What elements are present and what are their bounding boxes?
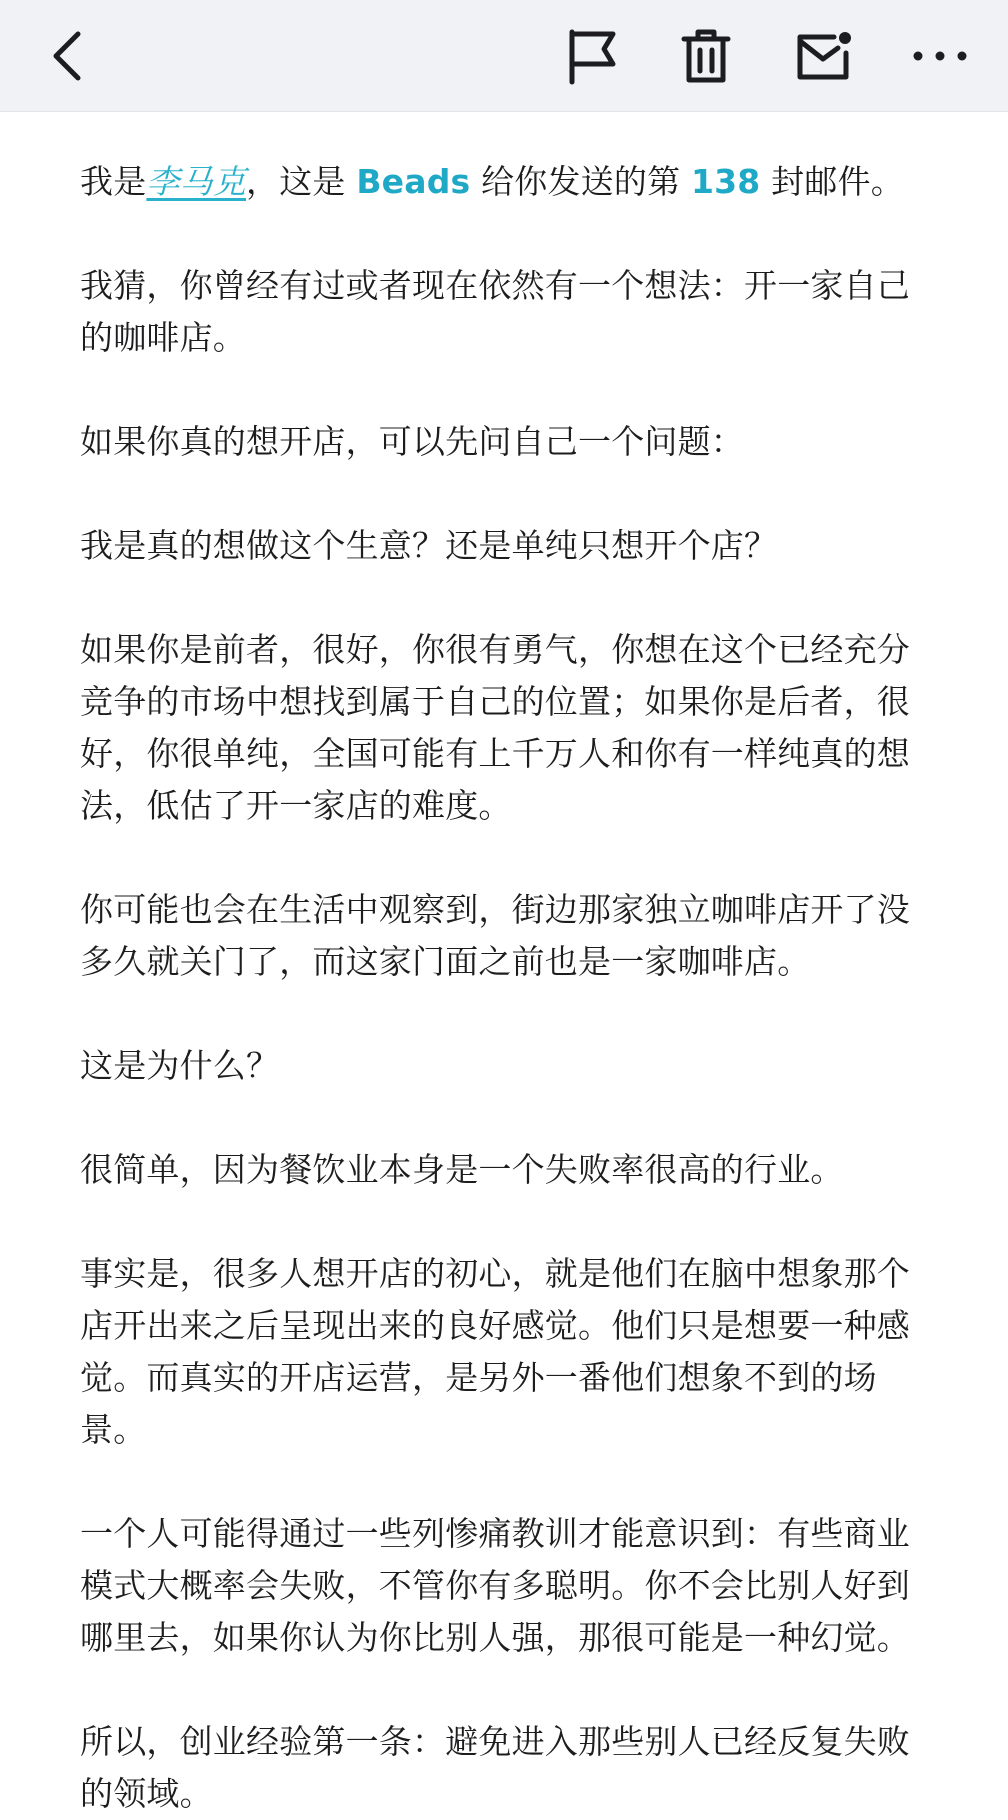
intro-middle2: 给你发送的第 bbox=[470, 162, 691, 201]
paragraph: 我是真的想做这个生意？还是单纯只想开个店？ bbox=[80, 526, 778, 565]
intro-suffix: 封邮件。 bbox=[760, 162, 904, 201]
flag-icon bbox=[563, 26, 619, 86]
paragraph: 我猜，你曾经有过或者现在依然有一个想法：开一家自己的咖啡店。 bbox=[80, 266, 910, 357]
paragraph: 一个人可能得通过一些列惨痛教训才能意识到：有些商业模式大概率会失败，不管你有多聪明。你不会比别人好到哪里去，如果你认为你比别人强，那很可能是一种幻觉。 bbox=[80, 1514, 910, 1657]
paragraph: 你可能也会在生活中观察到，街边那家独立咖啡店开了没多久就关门了，而这家门面之前也是一家咖啡店。 bbox=[80, 890, 910, 981]
flag-button[interactable] bbox=[553, 18, 629, 94]
top-toolbar bbox=[0, 0, 1008, 112]
paragraph: 这是为什么？ bbox=[80, 1046, 280, 1085]
mark-unread-button[interactable] bbox=[786, 18, 862, 94]
intro-paragraph bbox=[80, 156, 912, 208]
paragraph: 所以，创业经验第一条：避免进入那些别人已经反复失败的领域。 bbox=[80, 1722, 910, 1813]
email-count: 138 bbox=[690, 162, 761, 201]
paragraph: 如果你是前者，很好，你很有勇气，你想在这个已经充分竞争的市场中想找到属于自己的位置；如果你是后者，很好，你很单纯，全国可能有上千万人和你有一样纯真的想法，低估了开一家店的难度。 bbox=[80, 630, 910, 825]
chevron-left-icon bbox=[48, 26, 88, 86]
paragraph: 如果你真的想开店，可以先问自己一个问题： bbox=[80, 422, 744, 461]
brand-name: Beads bbox=[356, 162, 471, 201]
delete-button[interactable] bbox=[668, 18, 744, 94]
back-button[interactable] bbox=[30, 18, 106, 94]
intro-middle: ，这是 bbox=[246, 162, 357, 201]
more-button[interactable] bbox=[902, 18, 978, 94]
email-body[interactable] bbox=[0, 112, 1008, 1813]
trash-icon bbox=[680, 27, 732, 85]
paragraph: 很简单，因为餐饮业本身是一个失败率很高的行业。 bbox=[80, 1150, 844, 1189]
author-link[interactable]: 李马克 bbox=[146, 162, 247, 201]
email-text bbox=[0, 112, 1008, 1820]
paragraph: 事实是，很多人想开店的初心，就是他们在脑中想象那个店开出来之后呈现出来的良好感觉。他们只是想要一种感觉。而真实的开店运营，是另外一番他们想象不到的场景。 bbox=[80, 1254, 910, 1449]
mail-unread-icon bbox=[794, 29, 854, 83]
more-horizontal-icon bbox=[912, 48, 968, 64]
intro-prefix: 我是 bbox=[80, 162, 147, 201]
